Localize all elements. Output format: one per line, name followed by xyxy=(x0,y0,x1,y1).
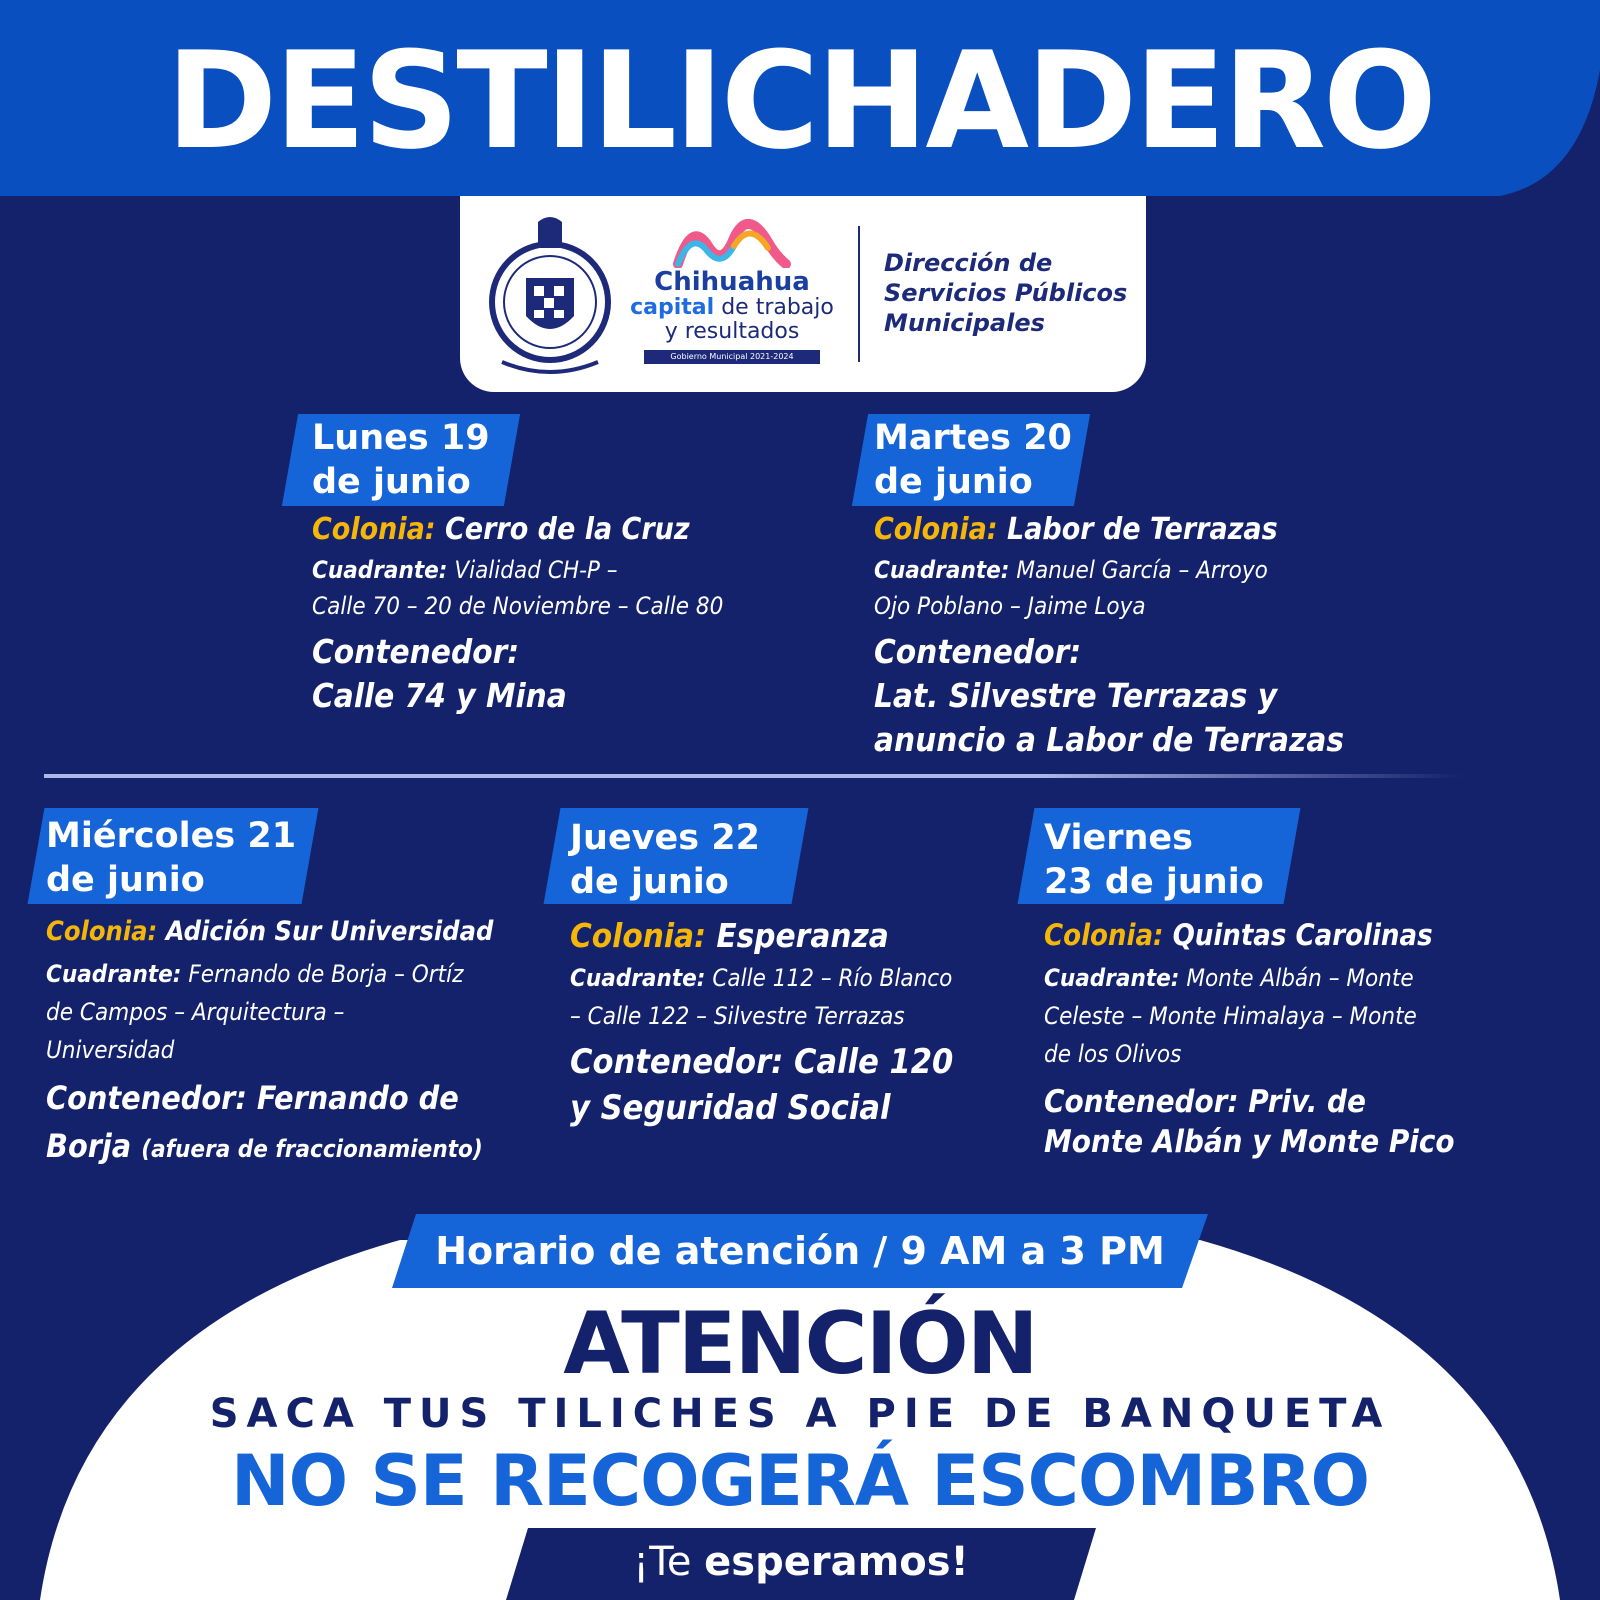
municipal-brand-logo xyxy=(622,216,842,376)
section-divider xyxy=(44,774,1464,778)
colonia-lunes: Colonia: Cerro de la Cruz xyxy=(312,512,690,547)
office-name xyxy=(884,248,1134,338)
attention-heading: ATENCIÓN xyxy=(563,1294,1037,1394)
cuadrante-jueves: Cuadrante: Calle 112 – Río Blanco xyxy=(570,964,953,992)
city-crest-icon xyxy=(482,212,618,376)
cuadrante-miercoles: Cuadrante: Fernando de Borja – Ortíz xyxy=(46,960,464,988)
colonia-jueves: Colonia: Esperanza xyxy=(570,916,889,955)
cuadrante-viernes-2: Celeste – Monte Himalaya – Monte xyxy=(1044,1002,1417,1030)
contenedor-jueves-2: y Seguridad Social xyxy=(570,1088,891,1128)
cuadrante-martes-2: Ojo Poblano – Jaime Loya xyxy=(874,592,1146,620)
contenedor-miercoles: Contenedor: Fernando de xyxy=(46,1079,459,1117)
office-line-1: Dirección de xyxy=(884,249,1053,277)
day-label-jueves: Jueves 22 de junio xyxy=(570,818,760,902)
cuadrante-martes: Cuadrante: Manuel García – Arroyo xyxy=(874,556,1268,584)
day-label-miercoles: Miércoles 21 de junio xyxy=(46,816,297,900)
contenedor-miercoles-2: Borja (afuera de fraccionamiento) xyxy=(46,1127,483,1165)
brand-title: Chihuahua xyxy=(654,267,810,297)
contenedor-martes-3: anuncio a Labor de Terrazas xyxy=(874,720,1345,759)
brand-subtitle-2: y resultados xyxy=(664,319,800,344)
cuadrante-viernes: Cuadrante: Monte Albán – Monte xyxy=(1044,964,1414,992)
office-line-3: Municipales xyxy=(884,309,1045,337)
contenedor-jueves: Contenedor: Calle 120 xyxy=(570,1042,954,1082)
logo-divider xyxy=(858,226,860,362)
day-label-martes: Martes 20 de junio xyxy=(874,418,1072,502)
office-line-2: Servicios Públicos xyxy=(884,279,1128,307)
contenedor-lunes: Contenedor: xyxy=(312,632,520,671)
cuadrante-miercoles-2: de Campos – Arquitectura – xyxy=(46,998,345,1026)
day-label-lunes: Lunes 19 de junio xyxy=(312,418,490,502)
colonia-viernes: Colonia: Quintas Carolinas xyxy=(1044,918,1433,952)
cuadrante-viernes-3: de los Olivos xyxy=(1044,1040,1182,1068)
page-title: DESTILICHADERO xyxy=(166,23,1434,179)
contenedor-martes: Contenedor: xyxy=(874,632,1082,671)
colonia-martes: Colonia: Labor de Terrazas xyxy=(874,512,1278,547)
day-label-viernes: Viernes 23 de junio xyxy=(1044,818,1264,902)
brand-subtitle xyxy=(622,296,842,320)
brand-waves-icon xyxy=(672,216,792,268)
closing-text: ¡Te esperamos! xyxy=(633,1539,969,1585)
cuadrante-lunes-2: Calle 70 – 20 de Noviembre – Calle 80 xyxy=(312,592,724,620)
no-debris-warning: NO SE RECOGERÁ ESCOMBRO xyxy=(231,1440,1369,1522)
cuadrante-jueves-2: – Calle 122 – Silvestre Terrazas xyxy=(570,1002,905,1030)
logo-card xyxy=(460,196,1146,392)
brand-tag: Gobierno Municipal 2021-2024 xyxy=(644,350,820,364)
contenedor-viernes: Contenedor: Priv. de xyxy=(1044,1084,1366,1120)
brand-subtitle-highlight: capital xyxy=(630,295,715,320)
contenedor-martes-2: Lat. Silvestre Terrazas y xyxy=(874,676,1278,715)
cuadrante-miercoles-3: Universidad xyxy=(46,1036,175,1064)
instruction-text: SACA TUS TILICHES A PIE DE BANQUETA xyxy=(209,1391,1391,1437)
contenedor-lunes-2: Calle 74 y Mina xyxy=(312,676,567,715)
cuadrante-lunes: Cuadrante: Vialidad CH-P – xyxy=(312,556,618,584)
hours-text: Horario de atención / 9 AM a 3 PM xyxy=(435,1229,1165,1273)
colonia-miercoles: Colonia: Adición Sur Universidad xyxy=(46,916,494,947)
brand-subtitle-rest: de trabajo xyxy=(714,295,834,320)
contenedor-viernes-2: Monte Albán y Monte Pico xyxy=(1044,1124,1455,1160)
